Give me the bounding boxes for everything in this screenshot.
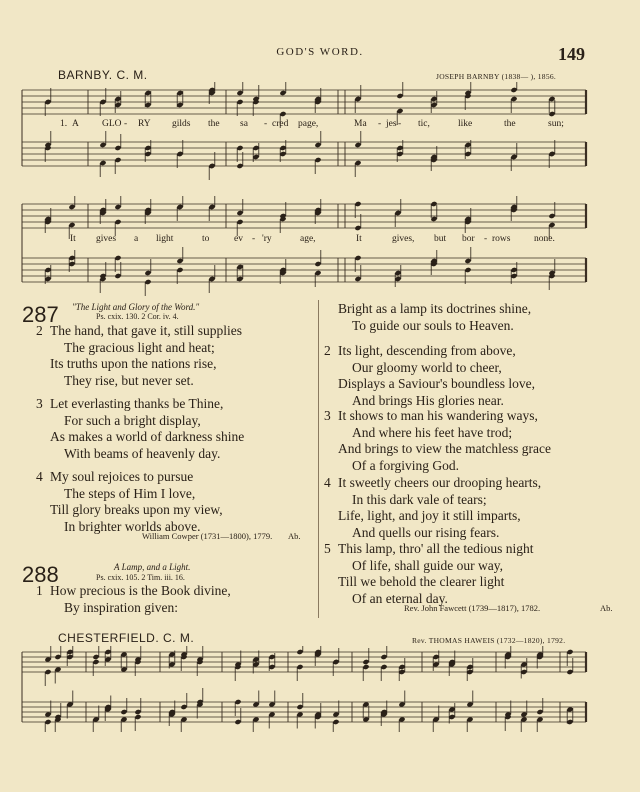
hymn-288-stanza-2 (324, 343, 535, 409)
stanza-line: For such a bright display, (64, 412, 201, 428)
stanza-line: The steps of Him I love, (64, 485, 196, 501)
lyric-syllable: age, (300, 234, 316, 244)
hymn-288-stanza-1 (36, 583, 231, 616)
stanza-line: And brings to view the matchless grace (338, 441, 551, 457)
lyric-line-2 (0, 234, 640, 248)
lyric-syllable: bor (462, 234, 475, 244)
hymn-287-title: "The Light and Glory of the Word." (72, 302, 200, 312)
lyric-syllable: jes (386, 119, 397, 129)
hymn-288-author: Rev. John Fawcett (1739—1817), 1782. (404, 603, 541, 613)
hymn-288-stanza-5 (324, 541, 534, 607)
hymn-number-288: 288 (22, 562, 59, 587)
lyric-syllable: gilds (172, 119, 191, 129)
tune-name-chesterfield: CHESTERFIELD. C. M. (58, 631, 195, 645)
stanza-line: Till we behold the clearer light (338, 574, 505, 590)
stanza-line: Of a forgiving God. (352, 457, 459, 473)
hymn-288-stanza-1-continued (338, 301, 531, 334)
lyric-syllable: RY (138, 119, 151, 129)
lyric-syllable: A (72, 119, 79, 129)
stanza-line: To guide our souls to Heaven. (352, 317, 514, 333)
lyric-syllable: 1. (60, 119, 68, 129)
stanza-number: 4 (324, 475, 331, 490)
stanza-line: And where his feet have trod; (352, 424, 513, 440)
hymn-288-title: A Lamp, and a Light. (114, 562, 191, 572)
stanza-line: Let everlasting thanks be Thine, (50, 396, 224, 411)
hymn-287-author-tag: Ab. (288, 531, 301, 541)
stanza-line: With beams of heavenly day. (64, 445, 221, 461)
hymn-287-stanza-4 (36, 469, 223, 535)
lyric-syllable: but (434, 234, 447, 244)
stanza-line: The hand, that gave it, still supplies (50, 323, 242, 338)
stanza-number: 2 (324, 343, 331, 358)
lyric-syllable: - (484, 234, 488, 244)
lyric-syllable: rows (492, 234, 511, 244)
stanza-line: In this dark vale of tears; (352, 491, 487, 507)
stanza-number: 3 (324, 408, 331, 423)
stanza-number: 4 (36, 469, 43, 484)
lyric-syllable: - (124, 119, 128, 129)
lyric-syllable: page, (298, 119, 319, 129)
hymn-287-author: William Cowper (1731—1800), 1779. (142, 531, 273, 541)
stanza-line: My soul rejoices to pursue (50, 469, 194, 484)
hymn-287-scripture-ref: Ps. cxix. 130. 2 Cor. iv. 4. (96, 312, 179, 321)
stanza-line: Till glory breaks upon my view, (50, 502, 223, 518)
lyric-syllable: like (458, 119, 473, 129)
hymn-288-author-tag: Ab. (600, 603, 613, 613)
lyric-syllable: 'ry (262, 234, 272, 244)
stanza-line: As makes a world of darkness shine (50, 429, 245, 445)
lyric-syllable: gives (96, 234, 117, 244)
lyric-syllable: cred (272, 119, 289, 129)
stanza-line: Our gloomy world to cheer, (352, 359, 502, 375)
hymn-288-stanza-3 (324, 408, 551, 474)
lyric-syllable: the (208, 119, 220, 129)
tune-name-barnby: BARNBY. C. M. (58, 68, 148, 82)
lyric-syllable: to (202, 234, 210, 244)
lyric-syllable: gives, (392, 234, 415, 244)
lyric-line-1 (0, 119, 640, 133)
stanza-line: It shows to man his wandering ways, (338, 408, 538, 423)
stanza-line: It sweetly cheers our drooping hearts, (338, 475, 542, 490)
stanza-line: By inspiration given: (64, 599, 178, 615)
stanza-line: And brings His glories near. (352, 392, 504, 408)
lyric-syllable: It (70, 234, 76, 244)
stanza-line: Displays a Saviour's boundless love, (338, 376, 536, 392)
lyric-syllable: none. (534, 234, 555, 244)
hymn-number-287: 287 (22, 302, 59, 327)
hymn-288-stanza-4 (324, 475, 541, 541)
stanza-line: Bright as a lamp its doctrines shine, (338, 301, 532, 316)
lyric-syllable: Ma (354, 119, 367, 129)
stanza-line: Life, light, and joy it still imparts, (338, 508, 521, 524)
stanza-number: 2 (36, 323, 43, 338)
lyric-syllable: - (264, 119, 268, 129)
stanza-line: How precious is the Book divine, (50, 583, 231, 598)
lyric-syllable: GLO (102, 119, 122, 129)
lyric-syllable: sa (240, 119, 248, 129)
stanza-line: This lamp, thro' all the tedious night (338, 541, 534, 556)
lyric-syllable: - (398, 119, 402, 129)
tune-composer: JOSEPH BARNBY (1838— ), 1856. (436, 72, 557, 81)
stanza-line: And quells our rising fears. (352, 524, 500, 540)
running-header: GOD'S WORD. (276, 46, 364, 58)
lyric-syllable: the (504, 119, 516, 129)
lyric-syllable: sun; (548, 119, 564, 129)
hymn-288-scripture-ref: Ps. cxix. 105. 2 Tim. iii. 16. (96, 573, 185, 582)
stanza-line: Of life, shall guide our way, (352, 557, 503, 573)
stanza-line: Its truths upon the nations rise, (50, 356, 217, 372)
hymn-287-stanza-3 (36, 396, 244, 462)
stanza-line: The gracious light and heat; (64, 339, 215, 355)
lyric-syllable: It (356, 234, 362, 244)
tune-composer-2: Rev. THOMAS HAWEIS (1732—1820), 1792. (412, 636, 566, 645)
stanza-number: 1 (36, 583, 43, 598)
lyric-syllable: a (134, 234, 139, 244)
music-system-3 (0, 646, 640, 732)
stanza-line: Its light, descending from above, (338, 343, 516, 358)
stanza-line: In brighter worlds above. (64, 518, 201, 534)
lyric-syllable: tic, (418, 119, 430, 129)
lyric-syllable: ev (234, 234, 243, 244)
column-divider (318, 300, 319, 618)
lyric-syllable: - (378, 119, 382, 129)
stanza-line: Of an eternal day. (352, 590, 448, 606)
lyric-syllable: - (252, 234, 256, 244)
hymn-287-stanza-2 (36, 323, 242, 389)
lyric-syllable: light (156, 234, 174, 244)
stanza-number: 3 (36, 396, 43, 411)
page-number: 149 (558, 44, 585, 64)
stanza-number: 5 (324, 541, 331, 556)
stanza-line: They rise, but never set. (64, 372, 194, 388)
